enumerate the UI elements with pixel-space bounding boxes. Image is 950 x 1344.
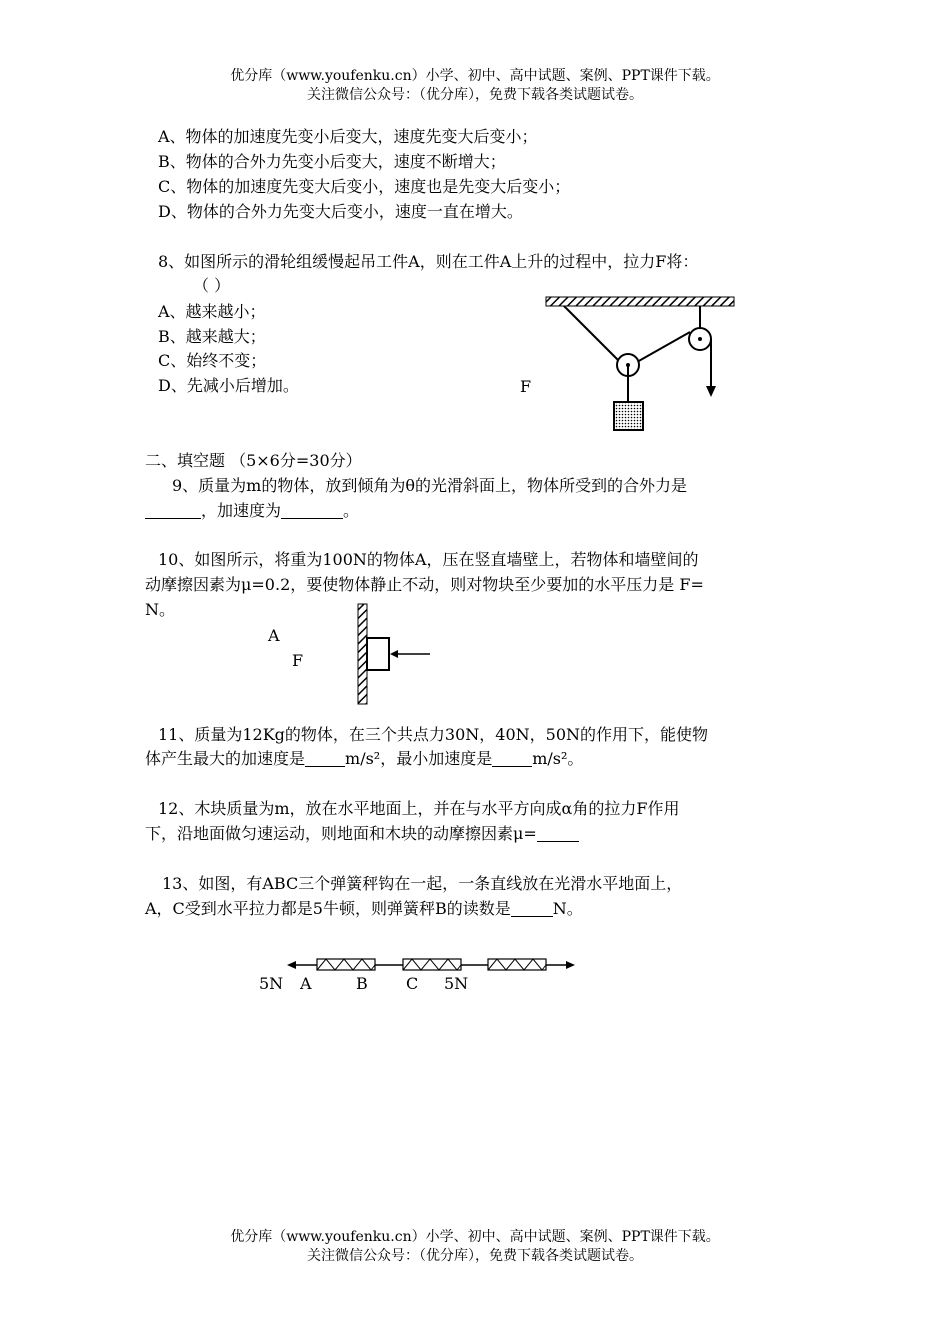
q8-option-a: A、越来越小； [158,302,266,321]
spring-scale-b [403,959,461,970]
section2-title: 二、填空题 （5×6分=30分） [145,451,362,470]
q11-blank-max[interactable] [305,750,345,767]
q13-label-c: C [406,974,419,993]
q10-line-1: 10、如图所示，将重为100N的物体A，压在竖直墙壁上，若物体和墙壁间的 [158,550,699,569]
pull-arrow [706,386,716,397]
spring-scales-diagram [285,955,580,975]
q8-answer-paren: （ ） [193,276,231,295]
spring-scale-a [317,959,375,970]
q7-option-a: A、物体的加速度先变小后变大，速度先变大后变小； [158,127,538,146]
ceiling [546,297,734,306]
q12-line-1: 12、木块质量为m，放在水平地面上，并在与水平方向成α角的拉力F作用 [158,799,680,818]
q13-line-2: A，C受到水平拉力都是5牛顿，则弹簧秤B的读数是 N。 [145,899,583,918]
q9-blank-2[interactable] [281,502,343,519]
q7-option-b: B、物体的合外力先变小后变大，速度不断增大； [158,152,506,171]
force-arrow [390,650,398,658]
left-arrow [287,961,296,969]
q12-blank[interactable] [537,825,579,842]
q10-label-a: A [268,626,280,645]
q9-line-1: 9、质量为m的物体，放到倾角为θ的光滑斜面上，物体所受到的合外力是 [172,476,687,495]
q8-option-d: D、先减小后增加。 [158,376,299,395]
q13-label-5n-left: 5N [259,974,284,993]
block-a [367,638,389,670]
q13-blank[interactable] [511,900,553,917]
q13-label-a: A [300,974,312,993]
q8-option-c: C、始终不变； [158,351,267,370]
q13-label-b: B [356,974,368,993]
q8-stem: 8、如图所示的滑轮组缓慢起吊工件A，则在工件A上升的过程中，拉力F将： [158,252,699,271]
q10-line-2: 动摩擦因素为μ=0.2，要使物体静止不动，则对物块至少要加的水平压力是 F= [145,575,704,594]
q12-line-2: 下，沿地面做匀速运动，则地面和木块的动摩擦因素μ= [145,822,579,846]
right-arrow [566,961,575,969]
wall-diagram [350,600,440,710]
footer-line-2: 关注微信公众号：（优分库），免费下载各类试题试卷。 [307,1248,643,1264]
footer-line-1: 优分库（www.youfenku.cn）小学、初中、高中试题、案例、PPT课件下载。 [230,1229,720,1245]
q13-line-1: 13、如图，有ABC三个弹簧秤钩在一起，一条直线放在光滑水平地面上， [162,874,683,893]
q11-line-1: 11、质量为12Kg的物体，在三个共点力30N，40N，50N的作用下，能使物 [158,725,708,744]
q7-option-d: D、物体的合外力先变大后变小，速度一直在增大。 [158,202,523,221]
workpiece-a [614,402,643,430]
rope-middle [637,332,690,362]
header-line-2: 关注微信公众号：（优分库），免费下载各类试题试卷。 [307,87,643,103]
rope-left [564,306,620,362]
wall [358,604,367,704]
q11-blank-min[interactable] [492,750,532,767]
q11-line-2: 体产生最大的加速度是 m/s²，最小加速度是 m/s²。 [145,749,584,768]
header-line-1: 优分库（www.youfenku.cn）小学、初中、高中试题、案例、PPT课件下载。 [230,68,720,84]
q10-line-3: N。 [145,600,176,619]
q9-blank-1[interactable] [145,502,201,519]
q8-label-f: F [520,377,532,396]
q9-line-2: ，加速度为 。 [145,499,359,523]
q13-label-5n-right: 5N [444,974,469,993]
spring-scale-c [488,959,546,970]
q7-option-c: C、物体的加速度先变大后变小，速度也是先变大后变小； [158,177,571,196]
pulley-diagram [540,290,740,440]
q8-option-b: B、越来越大； [158,327,266,346]
q10-label-f: F [292,651,304,670]
